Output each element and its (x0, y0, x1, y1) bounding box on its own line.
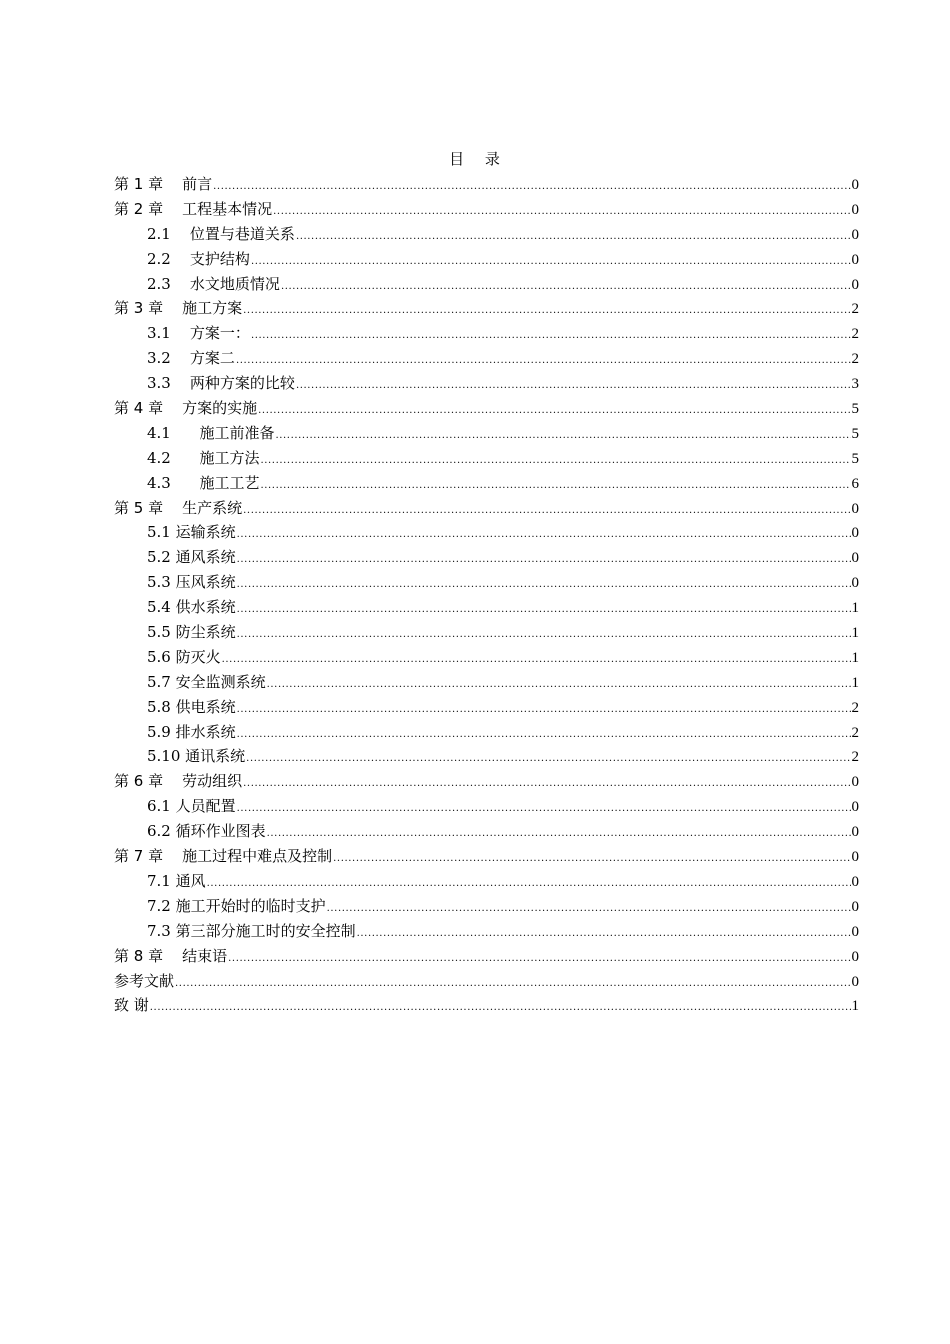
toc-entry-label: 5.6 防灭火 (147, 647, 221, 666)
toc-entry-label: 5.3 压风系统 (147, 573, 236, 592)
toc-entry-label: 5.7 安全监测系统 (147, 672, 266, 691)
toc-entry-label: 4.2 施工方法 (147, 448, 260, 467)
toc-page-number: 0 (851, 973, 859, 990)
toc-page-number: 6 (851, 475, 859, 492)
toc-dot-leader (327, 897, 851, 922)
toc-section-entry[interactable] (114, 321, 859, 346)
toc-section-entry[interactable] (114, 869, 859, 894)
toc-title: 目 录 (449, 150, 501, 168)
toc-entry-label: 5.1 运输系统 (147, 523, 236, 542)
toc-dot-leader (333, 847, 850, 872)
toc-dot-leader (246, 747, 850, 772)
toc-section-entry[interactable] (114, 371, 859, 396)
toc-entry-label: 5.8 供电系统 (147, 697, 236, 716)
toc-dot-leader (281, 275, 851, 300)
toc-entry-label: 3.1 方案一： (147, 324, 250, 343)
toc-dot-leader (275, 424, 850, 449)
toc-dot-leader (237, 523, 851, 548)
toc-page-number: 5 (851, 401, 859, 418)
toc-section-entry[interactable] (114, 670, 859, 695)
toc-section-entry[interactable] (114, 720, 859, 745)
toc-page-number: 0 (851, 575, 859, 592)
toc-entry-label: 3.2 方案二 (147, 349, 235, 368)
toc-dot-leader (222, 648, 851, 673)
toc-page-number: 0 (851, 500, 859, 517)
toc-dot-leader (237, 623, 851, 648)
toc-section-entry[interactable] (114, 570, 859, 595)
toc-chapter-entry[interactable] (114, 969, 859, 994)
toc-entry-label: 3.3 两种方案的比较 (147, 374, 295, 393)
toc-entry-label: 致 谢 (114, 996, 149, 1015)
toc-section-entry[interactable] (114, 421, 859, 446)
toc-page-number: 1 (851, 649, 859, 666)
toc-dot-leader (228, 947, 850, 972)
toc-chapter-entry[interactable] (114, 496, 859, 521)
toc-page-number: 0 (851, 251, 859, 268)
toc-dot-leader (237, 797, 851, 822)
toc-list (114, 172, 859, 1018)
toc-page-number: 0 (851, 177, 859, 193)
toc-entry-label: 2.2 支护结构 (147, 249, 250, 268)
toc-entry-label: 4.3 施工工艺 (147, 473, 260, 492)
toc-chapter-entry[interactable] (114, 296, 859, 321)
toc-entry-label: 第 6 章 劳动组织 (114, 772, 243, 791)
toc-dot-leader (260, 474, 850, 499)
toc-chapter-entry[interactable] (114, 396, 859, 421)
toc-dot-leader (243, 299, 850, 324)
toc-section-entry[interactable] (114, 247, 859, 272)
toc-entry-label: 第 4 章 方案的实施 (114, 399, 258, 418)
toc-page-number: 0 (851, 923, 859, 940)
toc-dot-leader (243, 499, 850, 524)
toc-page-number: 0 (851, 849, 859, 866)
toc-page-number: 1 (851, 674, 859, 691)
toc-dot-leader (251, 250, 851, 275)
toc-entry-label: 7.3 第三部分施工时的安全控制 (147, 921, 356, 940)
toc-section-entry[interactable] (114, 620, 859, 645)
toc-page-number: 5 (851, 425, 859, 442)
toc-entry-label: 6.1 人员配置 (147, 797, 236, 816)
toc-entry-label: 第 3 章 施工方案 (114, 299, 243, 318)
toc-page-number: 2 (851, 326, 859, 343)
toc-page-number: 1 (851, 600, 859, 617)
toc-page-number: 3 (851, 376, 859, 393)
toc-chapter-entry[interactable] (114, 172, 859, 197)
toc-chapter-entry[interactable] (114, 993, 859, 1018)
toc-chapter-entry[interactable] (114, 197, 859, 222)
toc-entry-label: 2.3 水文地质情况 (147, 274, 280, 293)
toc-page-number: 0 (851, 550, 859, 567)
toc-section-entry[interactable] (114, 695, 859, 720)
toc-dot-leader (357, 922, 851, 947)
toc-section-entry[interactable] (114, 222, 859, 247)
toc-section-entry[interactable] (114, 346, 859, 371)
toc-section-entry[interactable] (114, 471, 859, 496)
toc-page-number: 1 (851, 625, 859, 642)
toc-dot-leader (237, 548, 851, 573)
toc-entry-label: 第 1 章 前言 (114, 175, 213, 193)
toc-page-number: 2 (851, 724, 859, 741)
toc-entry-label: 5.9 排水系统 (147, 722, 236, 741)
toc-section-entry[interactable] (114, 645, 859, 670)
toc-section-entry[interactable] (114, 545, 859, 570)
toc-dot-leader (213, 175, 850, 200)
toc-dot-leader (243, 772, 850, 797)
toc-entry-label: 6.2 循环作业图表 (147, 822, 266, 841)
toc-dot-leader (267, 673, 851, 698)
toc-section-entry[interactable] (114, 794, 859, 819)
toc-chapter-entry[interactable] (114, 769, 859, 794)
toc-page-number: 0 (851, 226, 859, 243)
toc-section-entry[interactable] (114, 919, 859, 944)
toc-dot-leader (237, 573, 851, 598)
toc-dot-leader (273, 200, 850, 225)
toc-dot-leader (236, 349, 851, 374)
toc-section-entry[interactable] (114, 819, 859, 844)
toc-page-number: 2 (851, 301, 859, 318)
toc-page-number: 2 (851, 699, 859, 716)
toc-section-entry[interactable] (114, 595, 859, 620)
toc-page-number: 0 (851, 824, 859, 841)
toc-section-entry[interactable] (114, 446, 859, 471)
toc-entry-label: 5.5 防尘系统 (147, 623, 236, 642)
toc-dot-leader (251, 324, 851, 349)
toc-dot-leader (237, 723, 851, 748)
toc-entry-label: 第 7 章 施工过程中难点及控制 (114, 847, 333, 866)
toc-page-number: 0 (851, 948, 859, 965)
toc-entry-label: 5.4 供水系统 (147, 598, 236, 617)
toc-chapter-entry[interactable] (114, 844, 859, 869)
toc-section-entry[interactable] (114, 894, 859, 919)
toc-dot-leader (258, 399, 850, 424)
toc-entry-label: 第 2 章 工程基本情况 (114, 199, 273, 218)
toc-page-number: 0 (851, 898, 859, 915)
toc-entry-label: 2.1 位置与巷道关系 (147, 224, 295, 243)
toc-section-entry[interactable] (114, 272, 859, 297)
toc-page-number: 2 (851, 351, 859, 368)
toc-entry-label: 7.2 施工开始时的临时支护 (147, 896, 326, 915)
toc-page-number: 1 (851, 998, 859, 1015)
toc-entry-label: 第 5 章 生产系统 (114, 498, 243, 517)
toc-page-number: 0 (851, 873, 859, 890)
toc-page-number: 0 (851, 201, 859, 218)
toc-chapter-entry[interactable] (114, 944, 859, 969)
toc-dot-leader (175, 972, 850, 997)
toc-dot-leader (260, 449, 850, 474)
toc-page-number: 0 (851, 525, 859, 542)
toc-entry-label: 第 8 章 结束语 (114, 946, 228, 965)
toc-entry-label: 5.10 通讯系统 (147, 747, 246, 766)
toc-entry-label: 5.2 通风系统 (147, 548, 236, 567)
toc-section-entry[interactable] (114, 520, 859, 545)
toc-page-number: 2 (851, 749, 859, 766)
toc-dot-leader (237, 598, 851, 623)
toc-dot-leader (237, 698, 851, 723)
toc-dot-leader (296, 225, 851, 250)
toc-section-entry[interactable] (114, 744, 859, 769)
toc-dot-leader (296, 374, 851, 399)
toc-page-number: 0 (851, 276, 859, 293)
toc-dot-leader (267, 822, 851, 847)
toc-page-number: 0 (851, 799, 859, 816)
toc-entry-label: 参考文献 (114, 971, 175, 990)
toc-entry-label: 7.1 通风 (147, 871, 206, 890)
toc-page-number: 0 (851, 774, 859, 791)
toc-page-number: 5 (851, 450, 859, 467)
toc-dot-leader (150, 996, 851, 1021)
toc-entry-label: 4.1 施工前准备 (147, 423, 275, 442)
